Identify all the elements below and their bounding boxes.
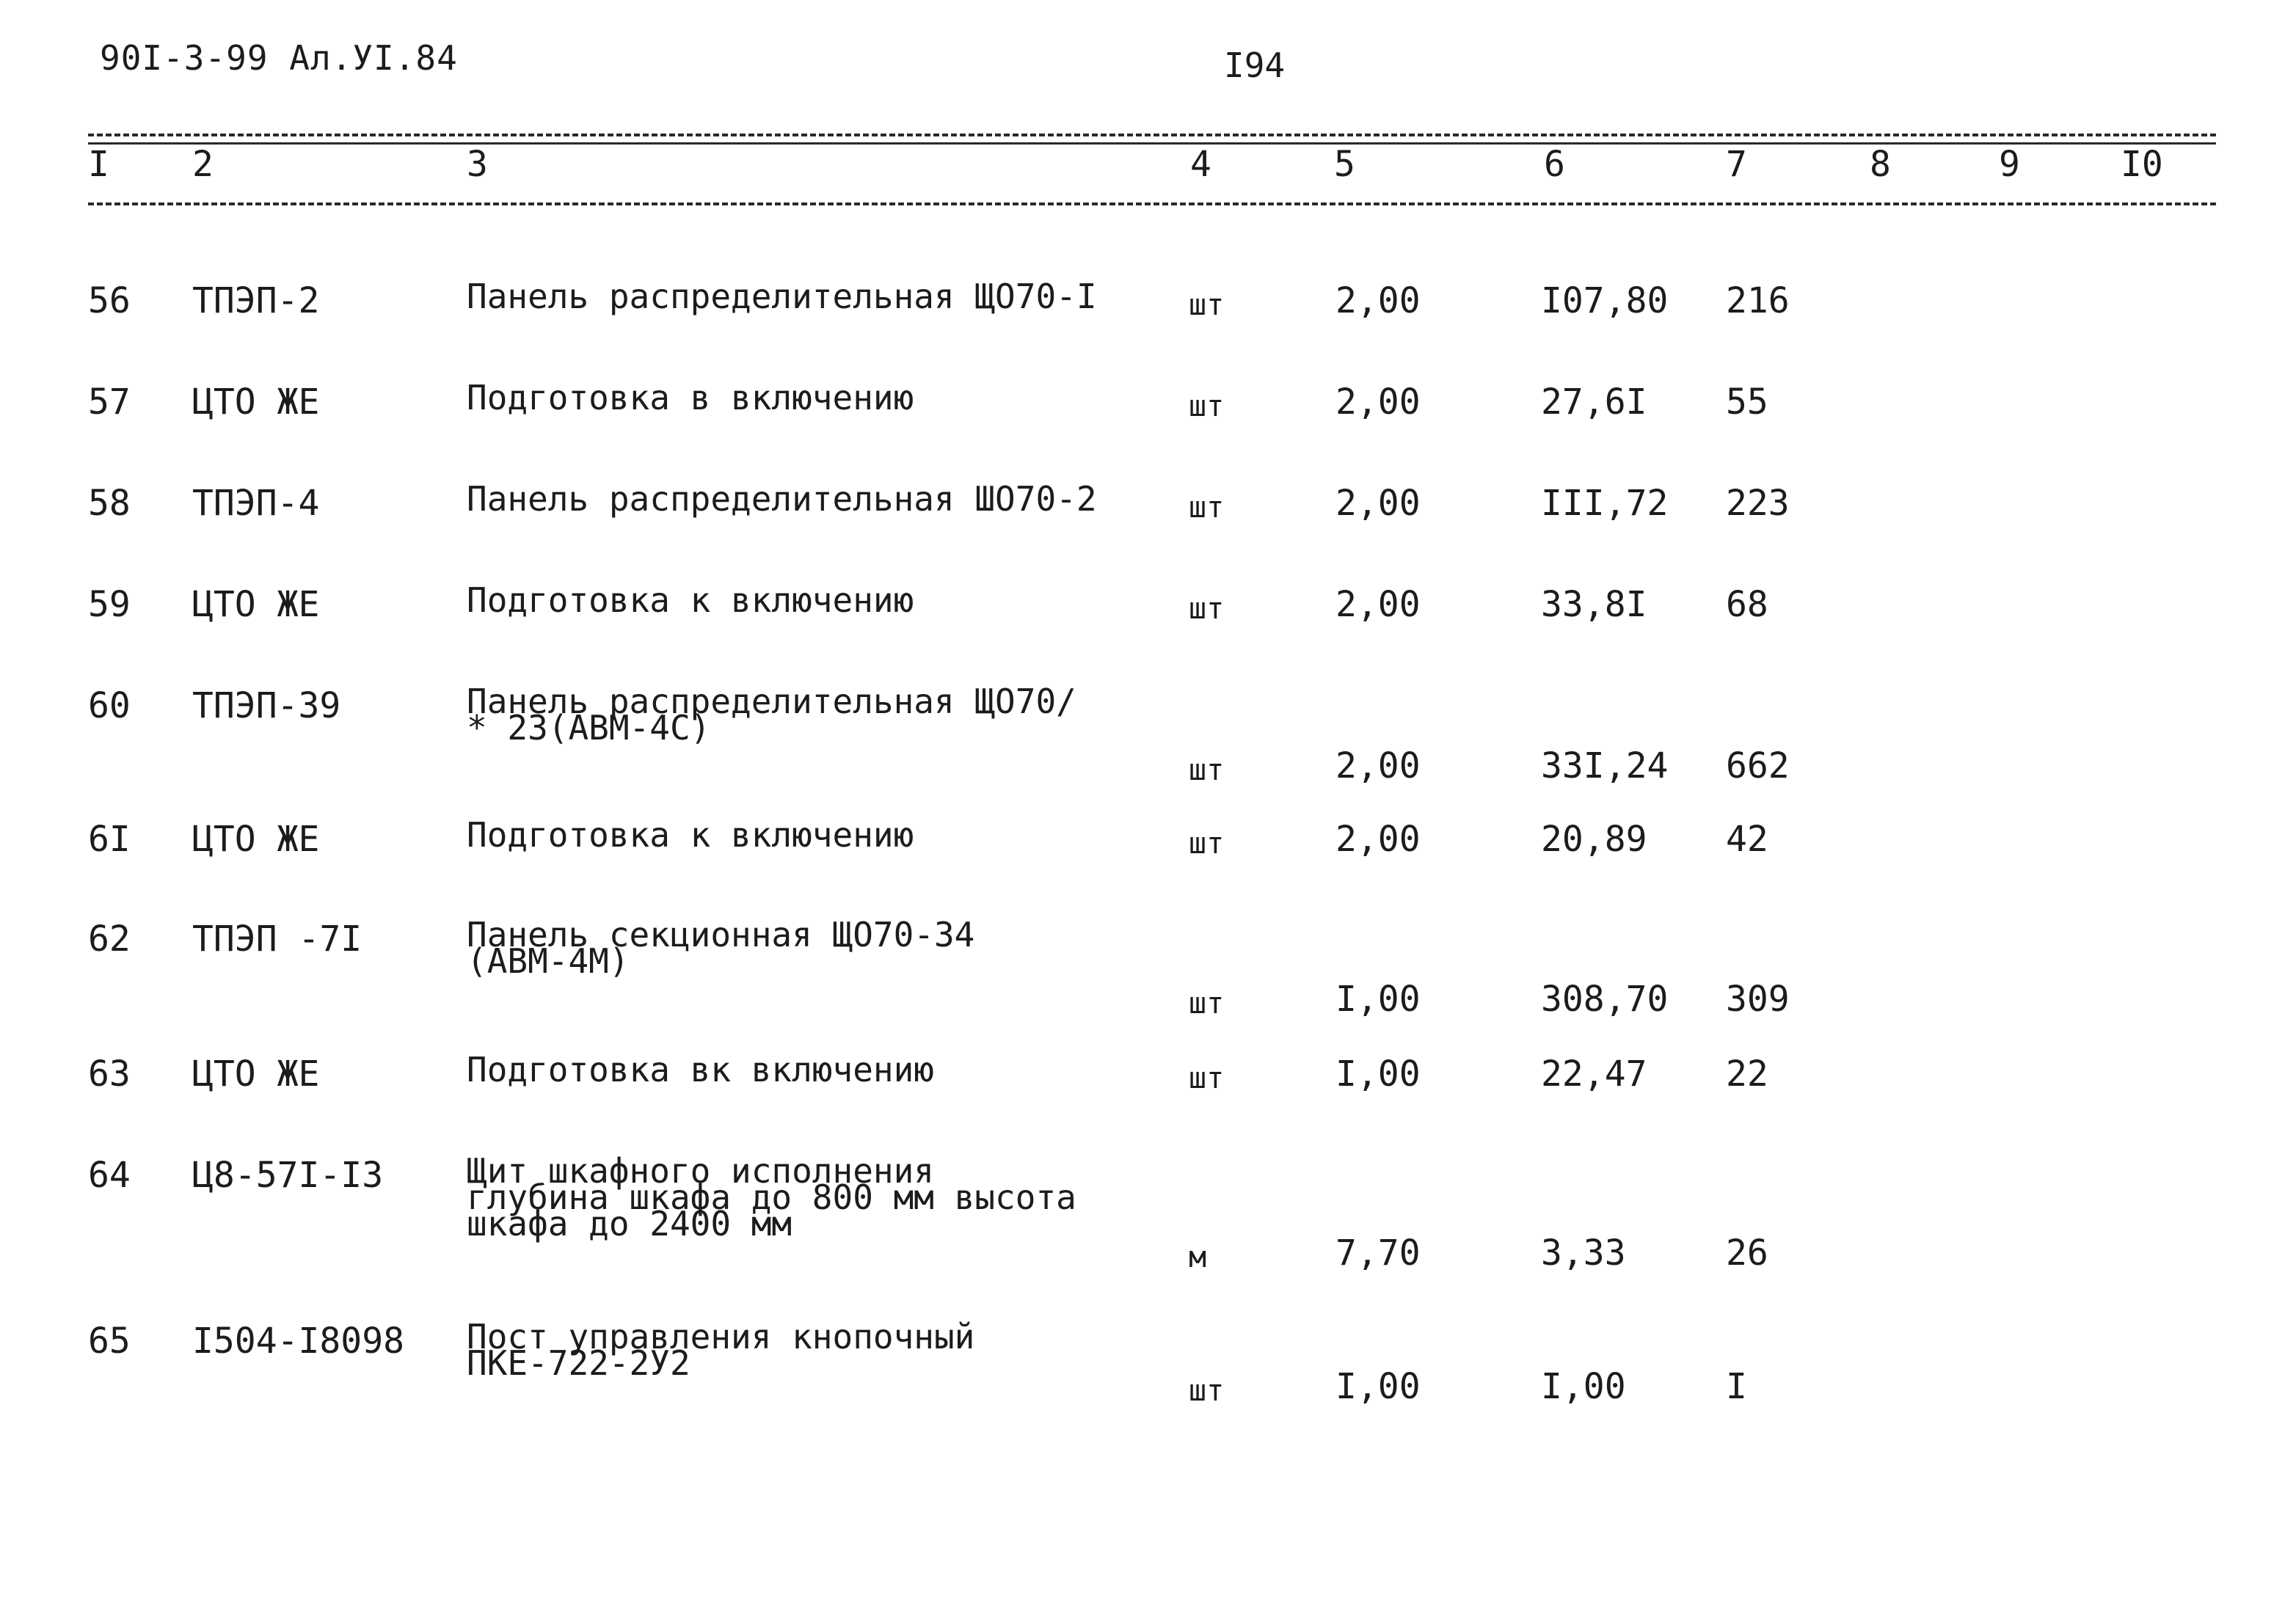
item-total: 223 <box>1726 483 1790 524</box>
row-number: 59 <box>88 584 131 625</box>
item-unit: шт <box>1189 1062 1225 1095</box>
column-header-1: I <box>88 144 109 185</box>
row-number: 60 <box>88 685 131 726</box>
item-quantity: I,00 <box>1335 1054 1421 1095</box>
column-header-9: 9 <box>1999 144 2020 185</box>
item-unit-price: III,72 <box>1541 483 1669 524</box>
header-rule-top <box>88 134 2216 136</box>
item-code: ЦТО ЖЕ <box>192 819 320 860</box>
item-quantity: 2,00 <box>1335 819 1421 860</box>
item-quantity: 2,00 <box>1335 483 1421 524</box>
column-header-8: 8 <box>1870 144 1891 185</box>
item-code: ЦТО ЖЕ <box>192 381 320 423</box>
item-unit-price: I07,80 <box>1541 280 1669 321</box>
item-total: 42 <box>1726 819 1768 860</box>
header-rule-top-solid <box>88 142 2216 145</box>
item-quantity: 2,00 <box>1335 584 1421 625</box>
item-total: 55 <box>1726 381 1768 423</box>
item-name: Щит шкафного исполнения глубина шкафа до 800 мм высота шкафа до 2400 мм <box>467 1151 1076 1244</box>
row-number: 6I <box>88 819 131 860</box>
row-number: 58 <box>88 483 131 524</box>
item-unit: шт <box>1189 390 1225 423</box>
item-unit-price: 3,33 <box>1541 1233 1626 1274</box>
item-total: I <box>1726 1366 1747 1407</box>
item-unit-price: 22,47 <box>1541 1054 1647 1095</box>
column-header-4: 4 <box>1190 144 1211 185</box>
item-name: Подготовка вк включению <box>467 1050 934 1089</box>
item-quantity: 2,00 <box>1335 745 1421 786</box>
item-name: Панель секционная ЩО70-34 (АВМ-4М) <box>467 915 975 981</box>
document-code: 90I-3-99 Ал.УI.84 <box>100 38 458 78</box>
row-number: 64 <box>88 1155 131 1196</box>
row-number: 62 <box>88 919 131 960</box>
item-name: Подготовка в включению <box>467 378 914 417</box>
item-name: Панель распределительная ШО70-2 <box>467 479 1097 519</box>
item-unit: м <box>1189 1241 1207 1274</box>
item-name: Панель распределительная ЩО70-I <box>467 277 1097 316</box>
item-code: ТПЭП-39 <box>192 685 341 726</box>
item-name: Подготовка к включению <box>467 815 914 855</box>
item-total: 662 <box>1726 745 1790 786</box>
item-name: Панель распределительная ЩО70/ * 23(АВМ-4С) <box>467 682 1076 748</box>
column-header-7: 7 <box>1726 144 1747 185</box>
item-unit: шт <box>1189 827 1225 861</box>
item-total: 216 <box>1726 280 1790 321</box>
item-unit-price: 308,70 <box>1541 979 1669 1020</box>
item-unit-price: 33I,24 <box>1541 745 1669 786</box>
item-quantity: 7,70 <box>1335 1233 1421 1274</box>
column-header-5: 5 <box>1334 144 1355 185</box>
row-number: 65 <box>88 1321 131 1362</box>
item-unit: шт <box>1189 592 1225 626</box>
header-rule-bottom <box>88 202 2216 205</box>
item-unit: шт <box>1189 987 1225 1020</box>
item-unit-price: 33,8I <box>1541 584 1647 625</box>
item-total: 309 <box>1726 979 1790 1020</box>
item-quantity: 2,00 <box>1335 280 1421 321</box>
column-header-10: I0 <box>2121 144 2163 185</box>
item-unit: шт <box>1189 491 1225 525</box>
row-number: 56 <box>88 280 131 321</box>
item-code: I504-I8098 <box>192 1321 404 1362</box>
item-code: ЦТО ЖЕ <box>192 584 320 625</box>
item-code: ТПЭП-2 <box>192 280 320 321</box>
item-code: ТПЭП -7I <box>192 919 362 960</box>
item-code: Ц8-57I-I3 <box>192 1155 384 1196</box>
item-total: 68 <box>1726 584 1768 625</box>
page-number: I94 <box>1224 45 1286 85</box>
item-unit-price: 20,89 <box>1541 819 1647 860</box>
item-quantity: 2,00 <box>1335 381 1421 423</box>
item-total: 26 <box>1726 1233 1768 1274</box>
item-unit-price: I,00 <box>1541 1366 1626 1407</box>
item-code: ЦТО ЖЕ <box>192 1054 320 1095</box>
column-header-6: 6 <box>1544 144 1565 185</box>
item-code: ТПЭП-4 <box>192 483 320 524</box>
column-header-2: 2 <box>192 144 214 185</box>
item-unit: шт <box>1189 1374 1225 1408</box>
item-name: Подготовка к включению <box>467 580 914 620</box>
row-number: 57 <box>88 381 131 423</box>
row-number: 63 <box>88 1054 131 1095</box>
item-name: Пост управления кнопочный ПКЕ-722-2У2 <box>467 1317 975 1383</box>
item-unit: шт <box>1189 753 1225 787</box>
item-total: 22 <box>1726 1054 1768 1095</box>
column-header-3: 3 <box>467 144 488 185</box>
item-unit-price: 27,6I <box>1541 381 1647 423</box>
item-unit: шт <box>1189 288 1225 322</box>
item-quantity: I,00 <box>1335 979 1421 1020</box>
item-quantity: I,00 <box>1335 1366 1421 1407</box>
